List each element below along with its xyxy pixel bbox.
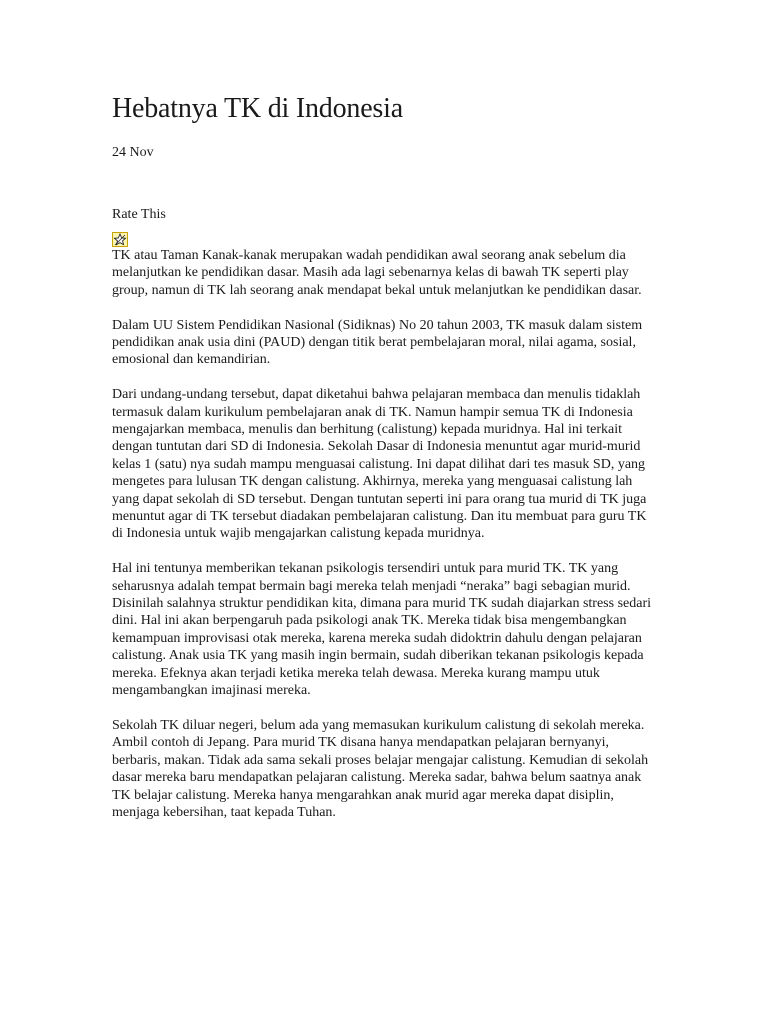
paragraph-2: Dalam UU Sistem Pendidikan Nasional (Sidiknas) No 20 tahun 2003, TK masuk dalam sistem pendidikan anak usia dini (PAUD) dengan titik berat pembelajaran moral, nilai agama, sosial, emosional dan kemandirian. [112, 317, 643, 368]
post-date: 24 Nov [112, 145, 154, 160]
rating-star-icon[interactable] [112, 232, 128, 247]
paragraph-4: Hal ini tentunya memberikan tekanan psikologis tersendiri untuk para murid TK. TK yang seharusnya adalah tempat bermain bagi mereka telah menjadi “neraka” bagi sebagian murid. Disinilah salahnya struktur pendidikan kita, dimana para murid TK sudah diajarkan stress sedari dini. Hal ini akan berpengaruh pada psikologi anak TK. Mereka tidak bisa mengembangkan kemampuan improvisasi otak mereka, karena mereka sudah didoktrin dahulu dengan pelajaran calistung. Anak usia TK yang masih ingin bermain, sudah diberikan tekanan psikologis kepada mereka. Efeknya akan terjadi ketika mereka telah dewasa. Mereka kurang mampu utuk mengambangkan imajinasi mereka. [112, 561, 651, 699]
paragraph-3: Dari undang-undang tersebut, dapat diketahui bahwa pelajaran membaca dan menulis tidaklah termasuk dalam kurikulum pembelajaran anak di TK. Namun hampir semua TK di Indonesia mengajarkan membaca, menulis dan berhitung (calistung) kepada muridnya. Hal ini terkait dengan tuntutan dari SD di Indonesia. Sekolah Dasar di Indonesia menuntut agar murid-murid kelas 1 (satu) nya sudah mampu menguasai calistung. Ini dapat dilihat dari tes masuk SD, yang mengetes para lulusan TK dengan calistung. Akhirnya, mereka yang menguasai calistung lah yang dapat sekolah di SD tersebut. Dengan tuntutan seperti ini para orang tua murid di TK juga menuntut agar di TK tersebut diadakan pembelajaran calistung. Dan itu membuat para guru TK di Indonesia untuk wajib mengajarkan calistung kepada muridnya. [112, 387, 647, 542]
article-body [112, 247, 660, 821]
paragraph-1: TK atau Taman Kanak-kanak merupakan wadah pendidikan awal seorang anak sebelum dia melanjutkan ke pendidikan dasar. Masih ada lagi sebenarnya kelas di bawah TK seperti play group, namun di TK lah seorang anak mendapat bekal untuk melanjutkan ke pendidikan dasar. [112, 248, 642, 298]
rate-this-label: Rate This [112, 207, 166, 222]
article [112, 92, 660, 839]
page-title: Hebatnya TK di Indonesia [112, 93, 403, 124]
paragraph-5: Sekolah TK diluar negeri, belum ada yang memasukan kurikulum calistung di sekolah mereka. Ambil contoh di Jepang. Para murid TK disana hanya mendapatkan pelajaran bernyanyi, berbaris, makan. Tidak ada sama sekali proses belajar mengajar calistung. Kemudian di sekolah dasar mereka baru mendapatkan pelajaran calistung. Mereka sadar, bahwa belum saatnya anak TK belajar calistung. Mereka hanya mengarahkan anak murid agar mereka dapat disiplin, menjaga kebersihan, taat kepada Tuhan. [112, 717, 649, 820]
